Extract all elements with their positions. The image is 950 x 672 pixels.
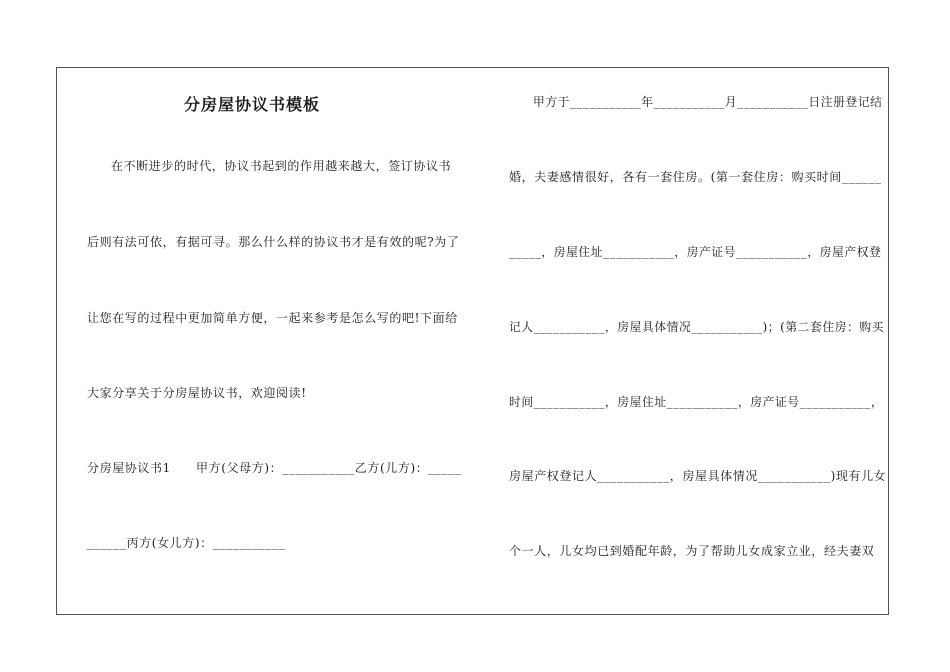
text-line: ______丙方(女儿方)：___________ — [87, 536, 286, 550]
text-line: 甲方于___________年___________月___________日注册登记结 — [533, 95, 883, 109]
text-line: 大家分享关于分房屋协议书，欢迎阅读! — [87, 386, 307, 400]
document-title: 分房屋协议书模板 — [183, 95, 320, 114]
text-line: _____，房屋住址___________，房产证号___________，房屋产权登 — [509, 245, 882, 259]
text-line: 记人___________，房屋具体情况___________)；(第二套住房：购买 — [509, 320, 885, 334]
text-line: 时间___________，房屋住址___________，房产证号___________， — [509, 395, 884, 409]
text-line: 婚，夫妻感情很好，各有一套住房。(第一套住房：购买时间______ — [509, 170, 882, 184]
text-line: 后则有法可依，有据可寻。那么什么样的协议书才是有效的呢?为了 — [87, 235, 460, 249]
text-line: 个一人，儿女均已到婚配年龄，为了帮助儿女成家立业，经夫妻双 — [509, 544, 875, 558]
text-line: 分房屋协议书1 甲方(父母方)：___________乙方(儿方)：_____ — [87, 461, 462, 475]
text-line: 在不断进步的时代，协议书起到的作用越来越大，签订协议书 — [111, 159, 452, 173]
document-page — [56, 67, 889, 615]
text-line: 让您在写的过程中更加简单方便，一起来参考是怎么写的吧!下面给 — [87, 311, 458, 325]
text-line: 房屋产权登记人___________，房屋具体情况___________)现有儿女 — [509, 469, 887, 483]
